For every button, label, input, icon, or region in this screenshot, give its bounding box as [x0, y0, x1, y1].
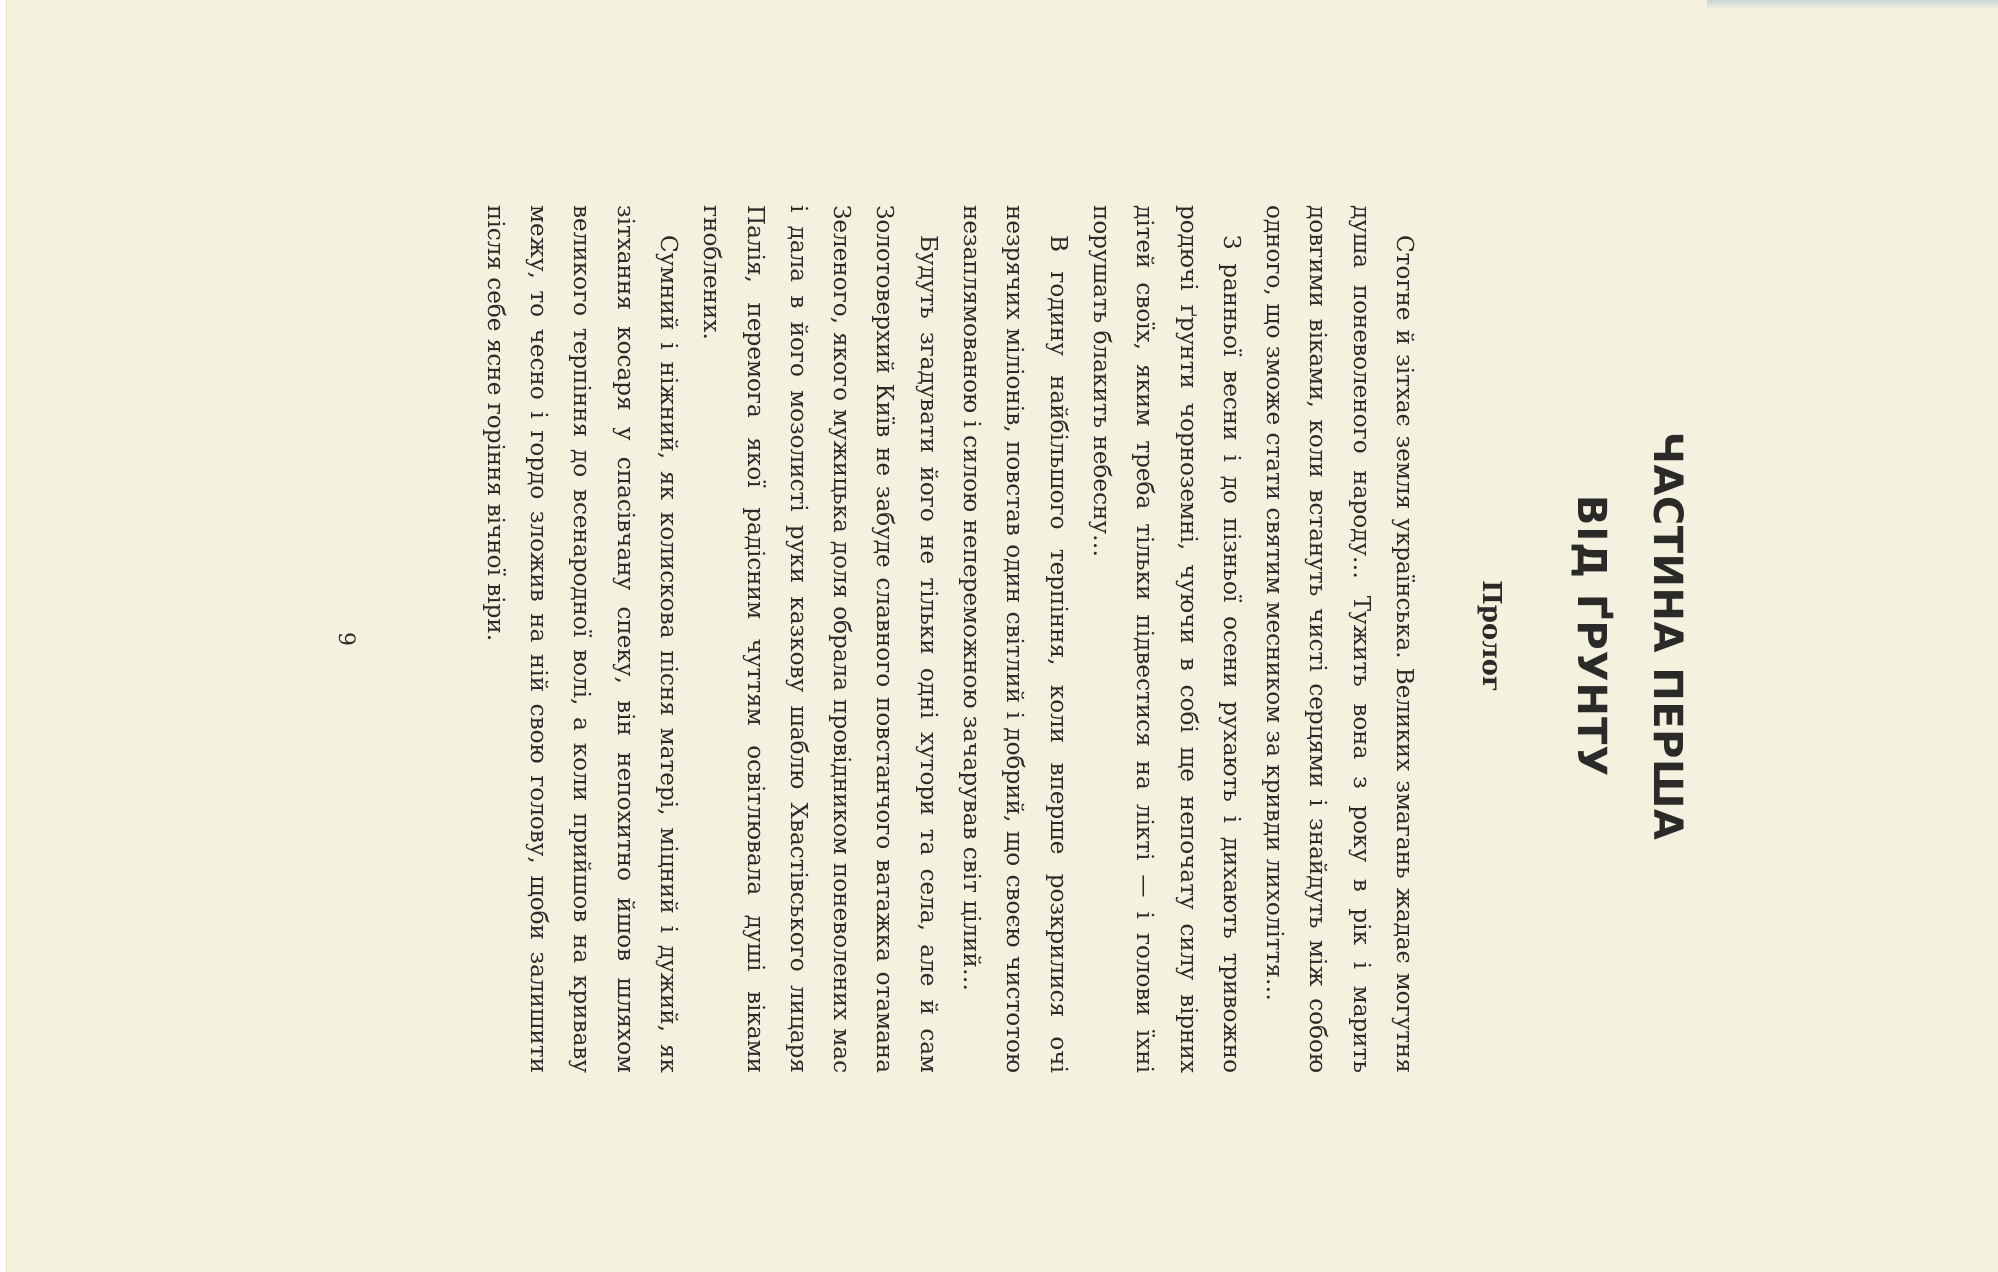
- paragraph: Будуть згадувати його не тільки одні хутори та села, але й сам Золотоверхий Київ не забуде славного повстанчого ватажка отамана Зеленого, якого мужицька доля обрала провідником поневолених мас і дала в його мозолисті руки казкову шаблю Хвастівського лицаря Палія, перемога якої радісним чуттям освітлювала душі віками гноблених.: [698, 205, 941, 1073]
- paragraph: Стогне й зітхає земля українська. Великих змагань жадає могутня душа поневоленого народу… Тужить вона з року в рік і марить довгими віками, коли встануть чисті серцями і знайдуть між собою одного, що зможе стати святим месником за кривди лихоліття…: [1261, 205, 1417, 1073]
- chapter-title: Пролог: [1476, 580, 1506, 692]
- body-text: [472, 205, 1425, 1073]
- paragraph: З ранньої весни і до пізньої осени рухають і дихають тривожно родючі ґрунти чорноземні, чуючи в собі ще непочату силу вірних дітей своїх, яким треба тільки підвестися на лікті — і голови їхні порушать блакить небесну…: [1087, 205, 1244, 1073]
- paragraph: Сумний і ніжний, як колискова пісня матері, міцний і дужий, як зітхання косаря у спасівчану спеку, він непохитно йшов шляхом великого терпіння до всенародної волі, а коли прийшов на криваву межу, то чесно і гордо зложив на ній свою голову, щоби залишити після себе ясне горіння вічної віри.: [481, 205, 681, 1073]
- paragraph: В годину найбільшого терпіння, коли вперше розкрилися очі незрячих міліонів, повстав один світлий і добрий, що своєю чистотою незаплямованою і силою непереможною зачарував світ цілий…: [958, 205, 1071, 1073]
- part-subtitle: ВІД ҐРУНТУ: [1568, 494, 1614, 778]
- page-number: 9: [333, 632, 358, 646]
- part-title: ЧАСТИНА ПЕРША: [1644, 431, 1690, 841]
